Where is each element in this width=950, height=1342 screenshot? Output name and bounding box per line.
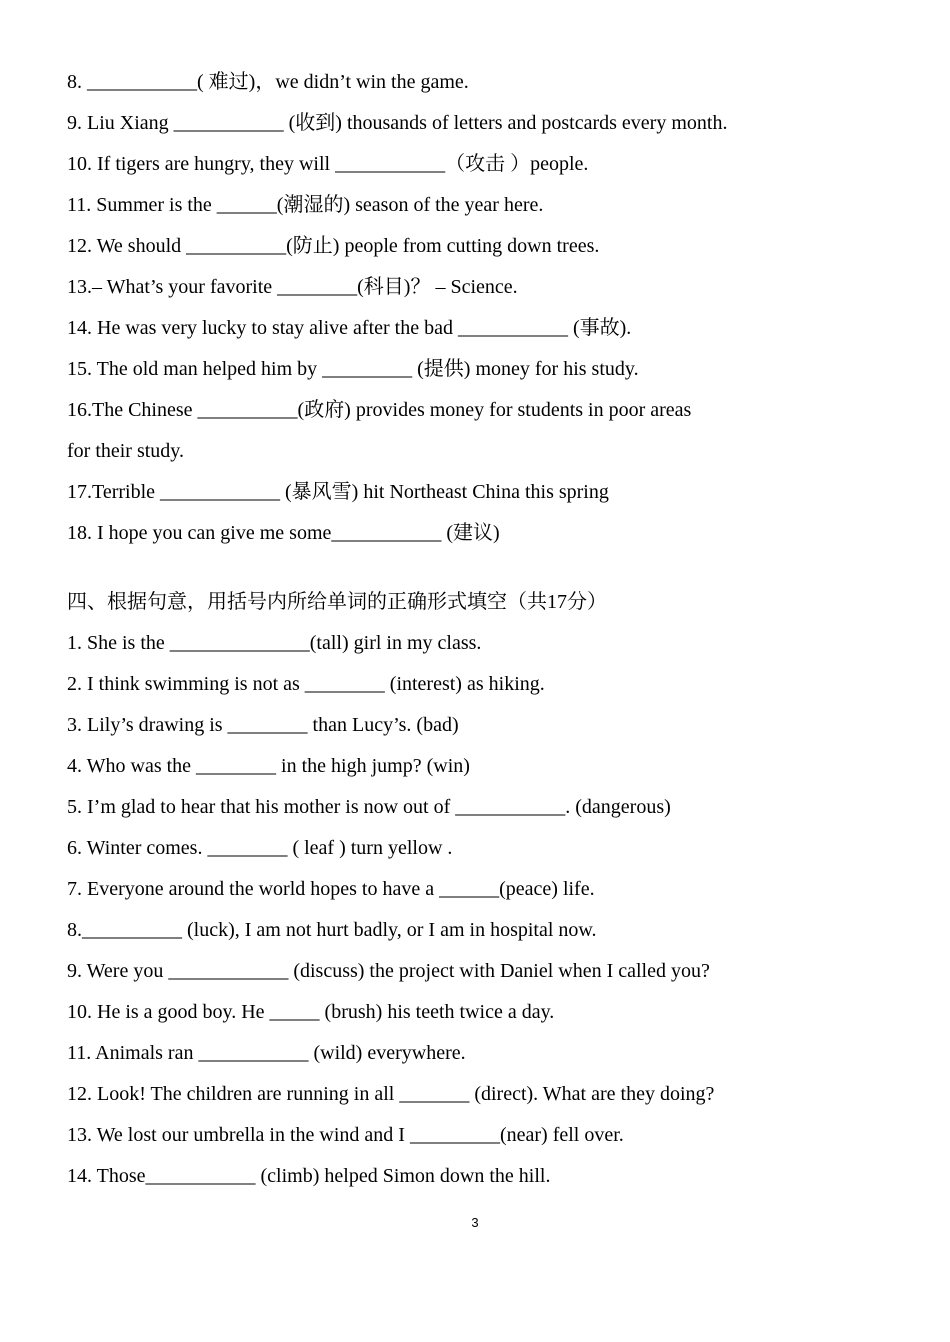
question-line: 10. He is a good boy. He _____ (brush) his teeth twice a day. xyxy=(67,1001,555,1023)
question-line: 7. Everyone around the world hopes to have a ______(peace) life. xyxy=(67,878,595,900)
question-line: 14. He was very lucky to stay alive after the bad ___________ (事故). xyxy=(67,317,632,339)
question-line: 5. I’m glad to hear that his mother is now out of ___________. (dangerous) xyxy=(67,796,671,818)
question-line: 9. Were you ____________ (discuss) the project with Daniel when I called you? xyxy=(67,960,710,982)
question-line: 17.Terrible ____________ (暴风雪) hit Northeast China this spring xyxy=(67,481,609,503)
page-number: 3 xyxy=(471,1215,479,1230)
question-line: 3. Lily’s drawing is ________ than Lucy’s. (bad) xyxy=(67,714,459,736)
question-line: 4. Who was the ________ in the high jump? (win) xyxy=(67,755,470,777)
question-line: 11. Summer is the ______(潮湿的) season of the year here. xyxy=(67,194,544,216)
question-line: 13.– What’s your favorite ________(科目)？ – Science. xyxy=(67,276,518,298)
question-line: 6. Winter comes. ________ ( leaf ) turn yellow . xyxy=(67,837,453,859)
question-line: 12. We should __________(防止) people from cutting down trees. xyxy=(67,235,600,257)
question-line: 11. Animals ran ___________ (wild) everywhere. xyxy=(67,1042,466,1064)
question-line: 16.The Chinese __________(政府) provides money for students in poor areas xyxy=(67,399,692,421)
question-line: 10. If tigers are hungry, they will ___________（攻击 ）people. xyxy=(67,153,589,175)
question-line: 2. I think swimming is not as ________ (interest) as hiking. xyxy=(67,673,545,695)
question-line: 14. Those___________ (climb) helped Simon down the hill. xyxy=(67,1165,551,1187)
question-line: 18. I hope you can give me some___________ (建议) xyxy=(67,522,500,544)
question-line: 8.__________ (luck), I am not hurt badly, or I am in hospital now. xyxy=(67,919,597,941)
question-line: 15. The old man helped him by _________ (提供) money for his study. xyxy=(67,358,639,380)
question-line-continuation: for their study. xyxy=(67,440,185,462)
question-line: 1. She is the ______________(tall) girl in my class. xyxy=(67,632,482,654)
question-line: 13. We lost our umbrella in the wind and I _________(near) fell over. xyxy=(67,1124,624,1146)
question-line: 12. Look! The children are running in all _______ (direct). What are they doing? xyxy=(67,1083,715,1105)
question-line: 8. ___________( 难过)，we didn’t win the game. xyxy=(67,71,469,93)
section-heading: 四、根据句意，用括号内所给单词的正确形式填空（共17分） xyxy=(67,591,607,613)
question-line: 9. Liu Xiang ___________ (收到) thousands of letters and postcards every month. xyxy=(67,112,728,134)
